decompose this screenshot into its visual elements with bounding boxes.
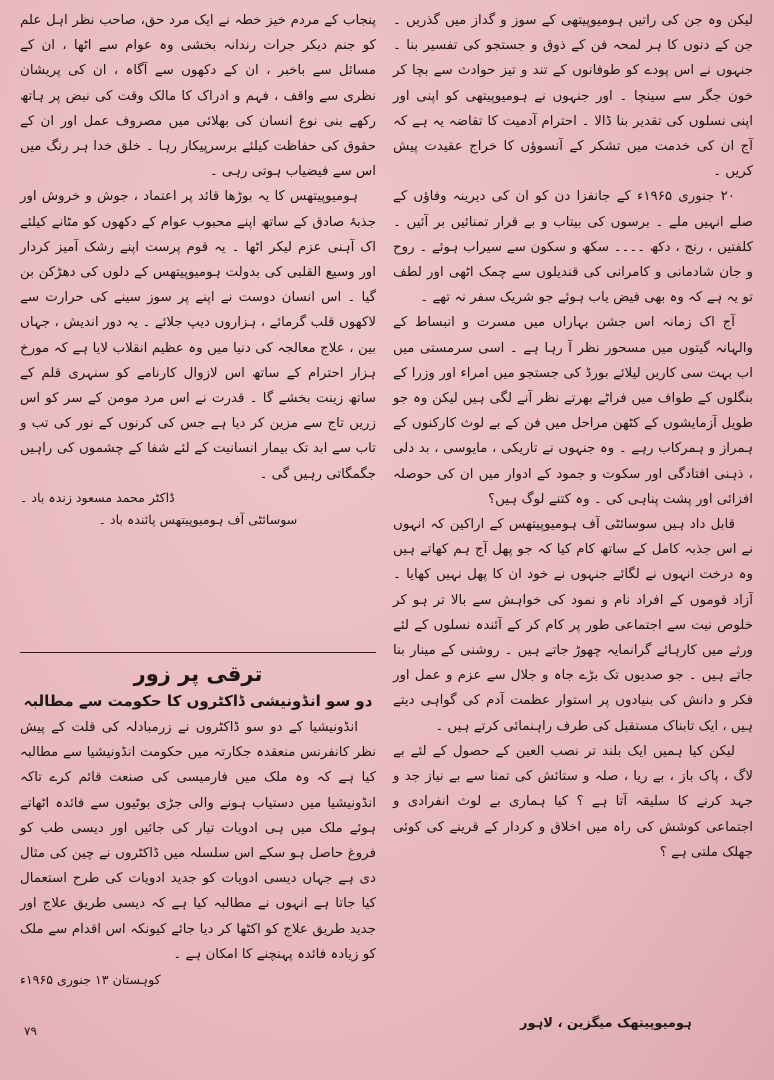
slogan-line: سوسائٹی آف ہومیوپیتھس پائندہ باد ۔ <box>98 511 298 527</box>
news-item <box>20 648 376 991</box>
paragraph: پنجاب کے مردم خیز خطہ نے ایک مرد حق، صاحب نظر اہل علم کو جنم دیکر جرات رندانہ بخشی وہ عوام سے اٹھا ، ان کے مسائل سے باخبر ، ان کے دکھوں سے آگاہ ، ان کی پریشان نظری سے واقف ، فہم و ادراک کا مالک وقت کی نبض پر ہاتھ رکھے بنی نوع انسان کی بھلائی میں مصروف عمل اور ان کے حقوق کی حفاظت کیلئے برسرپیکار رہا ۔ خلق خدا ہر رنگ میں اس سے فیضیاب ہوتی رہی ۔ <box>20 13 376 180</box>
paragraph: آج اک زمانہ اس جشن بہاراں میں مسرت و انبساط کے والہانہ گیتوں میں مسحور نظر آ رہا ہے ۔ اسی سرمستی میں اب بہت سی کاریں لیلائے بورڈ کی جستجو میں امراء اور وزرا کے بنگلوں کے طواف میں فراٹے بھرتے نظر آنے لگی ہیں لیکن وہ جو طویل آزمایشوں کے کٹھن مراحل میں فن کے بے لوث کارکنوں کے ہمراز و ہمرکاب رہے ۔ وہ جنہوں نے تاریکی ، مایوسی ، بد دلی ، ذہنی افتادگی اور سکوت و جمود کے ادوار میں ان کی حوصلہ افزائی اور پشت پناہی کی ۔ وہ کتنے لوگ ہیں؟ <box>393 315 753 507</box>
paragraph: قابل داد ہیں سوسائٹی آف ہومیوپیتھس کے اراکین کہ انہوں نے اس جذبہ کامل کے ساتھ کام کیا کہ جو پھل آج ہم کھاتے ہیں وہ درخت انہوں نے لگائے جنہوں نے خود ان کا پھل نہیں کھایا ۔ آزاد قوموں کے افراد نام و نمود کی خواہش سے بالا تر ہو کر خلوص نیت سے اجتماعی طور پر کام کر کے آئندہ نسلوں کے لئے ورثے میں کارہائے گرانمایہ چھوڑ جاتے ہیں ۔ روشنی کے مینار بنا جاتے ہیں ۔ جو صدیوں تک بڑے جاہ و جلال سے عزم و عمل اور فکر و دانش کی بنیادوں پر استوار عظمت آدم کی گواہی دیتے ہیں ، ایک تابناک مستقبل کی طرف راہنمائی کرتے ہیں ۔ <box>393 517 753 734</box>
section-divider <box>20 652 376 653</box>
paragraph: انڈونیشیا کے دو سو ڈاکٹروں نے زرمبادلہ کی قلت کے پیش نظر کانفرنس منعقدہ جکارتہ میں حکومت انڈونیشیا سے مطالبہ کیا ہے کہ وہ ملک میں فارمیسی کی صنعت قائم کرے تاکہ انڈونیشیا میں دستیاب ہونے والی جڑی بوٹیوں سے فائدہ اٹھاتے ہوئے ملک میں ہی ادویات تیار کی جائیں اور دیسی طب کو فروغ حاصل ہو سکے اس سلسلہ میں ڈاکٹروں نے چین کی مثال دی ہے جہاں دیسی ادویات کو جدید ادویات کی طرح استعمال کیا جاتا ہے انہوں نے مطالبہ کیا ہے کہ دیسی طریق علاج اور جدید طریق علاج کو اکٹھا کر دیا جائے کیونکہ اس اقدام سے ملک کو زیادہ فائدہ پہنچنے کا امکان ہے ۔ <box>20 720 376 962</box>
news-headline: ترقی پر زور <box>133 662 263 686</box>
signature-line: ڈاکٹر محمد مسعود زندہ باد ۔ <box>20 489 175 505</box>
left-column-article <box>20 8 376 531</box>
paragraph: لیکن وہ جن کی راتیں ہومیوپیتھی کے سوز و گداز میں گذریں ۔ جن کے دنوں کا ہر لمحہ فن کے ذوق و جستجو کی تفسیر بنا ۔ جنہوں نے اس پودے کو طوفانوں کے تند و تیز حوادث سے بچا کر خون جگر سے سینچا ۔ اور جنہوں نے ہومیوپیتھی کو اپنی اور اپنی نسلوں کی تقدیر بنا ڈالا ۔ احترام آدمیت کا تقاضہ یہ ہے کہ آج ان کی خدمت میں تشکر کے آنسوؤں کا خراج عقیدت پیش کریں ۔ <box>393 13 753 180</box>
paragraph: ۲۰ جنوری ۱۹۶۵ء کے جانفزا دن کو ان کی دیرینہ وفاؤں کے صلے انہیں ملے ۔ برسوں کی بیتاب و بے قرار تمنائیں بر آئیں ۔ کلفتیں ، رنج ، دکھ ۔۔۔۔ سکھ و سکون سے سیراب ہوئے ۔ روح و جان شادمانی و کامرانی کی قندیلوں سے چمک اٹھی اور لطف تو یہ ہے کہ وہ بھی فیض یاب ہوئے جو شریک سفر نہ تھے ۔ <box>393 189 753 306</box>
paragraph: ہومیوپیتھس کا یہ بوڑھا قائد پر اعتماد ، جوش و خروش اور جذبۂ صادق کے ساتھ اپنے محبوب عوام کے دکھوں کو مٹانے کیلئے اک آہنی عزم لیکر اٹھا ۔ یہ قوم پرست اپنے رشک آمیز کردار اور وسیع القلبی کی بدولت ہومیوپیتھس کے دلوں کی دھڑکن بن گیا ۔ اس انسان دوست نے اپنے پر سوز سینے کی حرارت سے لاکھوں قلب گرمائے ، ہزاروں دیپ جلائے ۔ یہ دور اندیش ، جہاں بین ، علاج معالجہ کی دنیا میں وہ عظیم انقلاب لایا ہے کہ مورخ ہزار احترام کے ساتھ اس لازوال کارنامے کو سنہری قلم کے ساتھ زینت بخشے گا ۔ قدرت نے اس مرد مومن کے سر کو اس زریں تاج سے مزین کر دیا ہے جس کی کرنوں کے نور کی تب و تاب سے ابد تک بیمار انسانیت کے لئے شفا کے چشموں کی راہیں جگمگاتی رہیں گی ۔ <box>20 189 376 482</box>
paragraph: لیکن کیا ہمیں ایک بلند تر نصب العین کے حصول کے لئے بے لاگ ، پاک باز ، بے ریا ، صلہ و ستائش کی تمنا سے بے نیاز جد و جہد کرنے کا سلیقہ آتا ہے ؟ کیا ہماری بے لوث انفرادی و اجتماعی کوشش کی راہ میں اخلاق و کردار کے قرینے کی کوئی جھلک ملتی ہے ؟ <box>393 743 753 860</box>
right-article-source: ہومیوپیتھک میگزین ، لاہور <box>520 1016 692 1031</box>
right-column-article <box>393 8 753 865</box>
page-number: ۷۹ <box>24 1024 37 1038</box>
news-source: کوہستان ۱۳ جنوری ۱۹۶۵ء <box>20 972 161 988</box>
news-subheadline: دو سو انڈونیشی ڈاکٹروں کا حکومت سے مطالبہ <box>23 692 373 710</box>
